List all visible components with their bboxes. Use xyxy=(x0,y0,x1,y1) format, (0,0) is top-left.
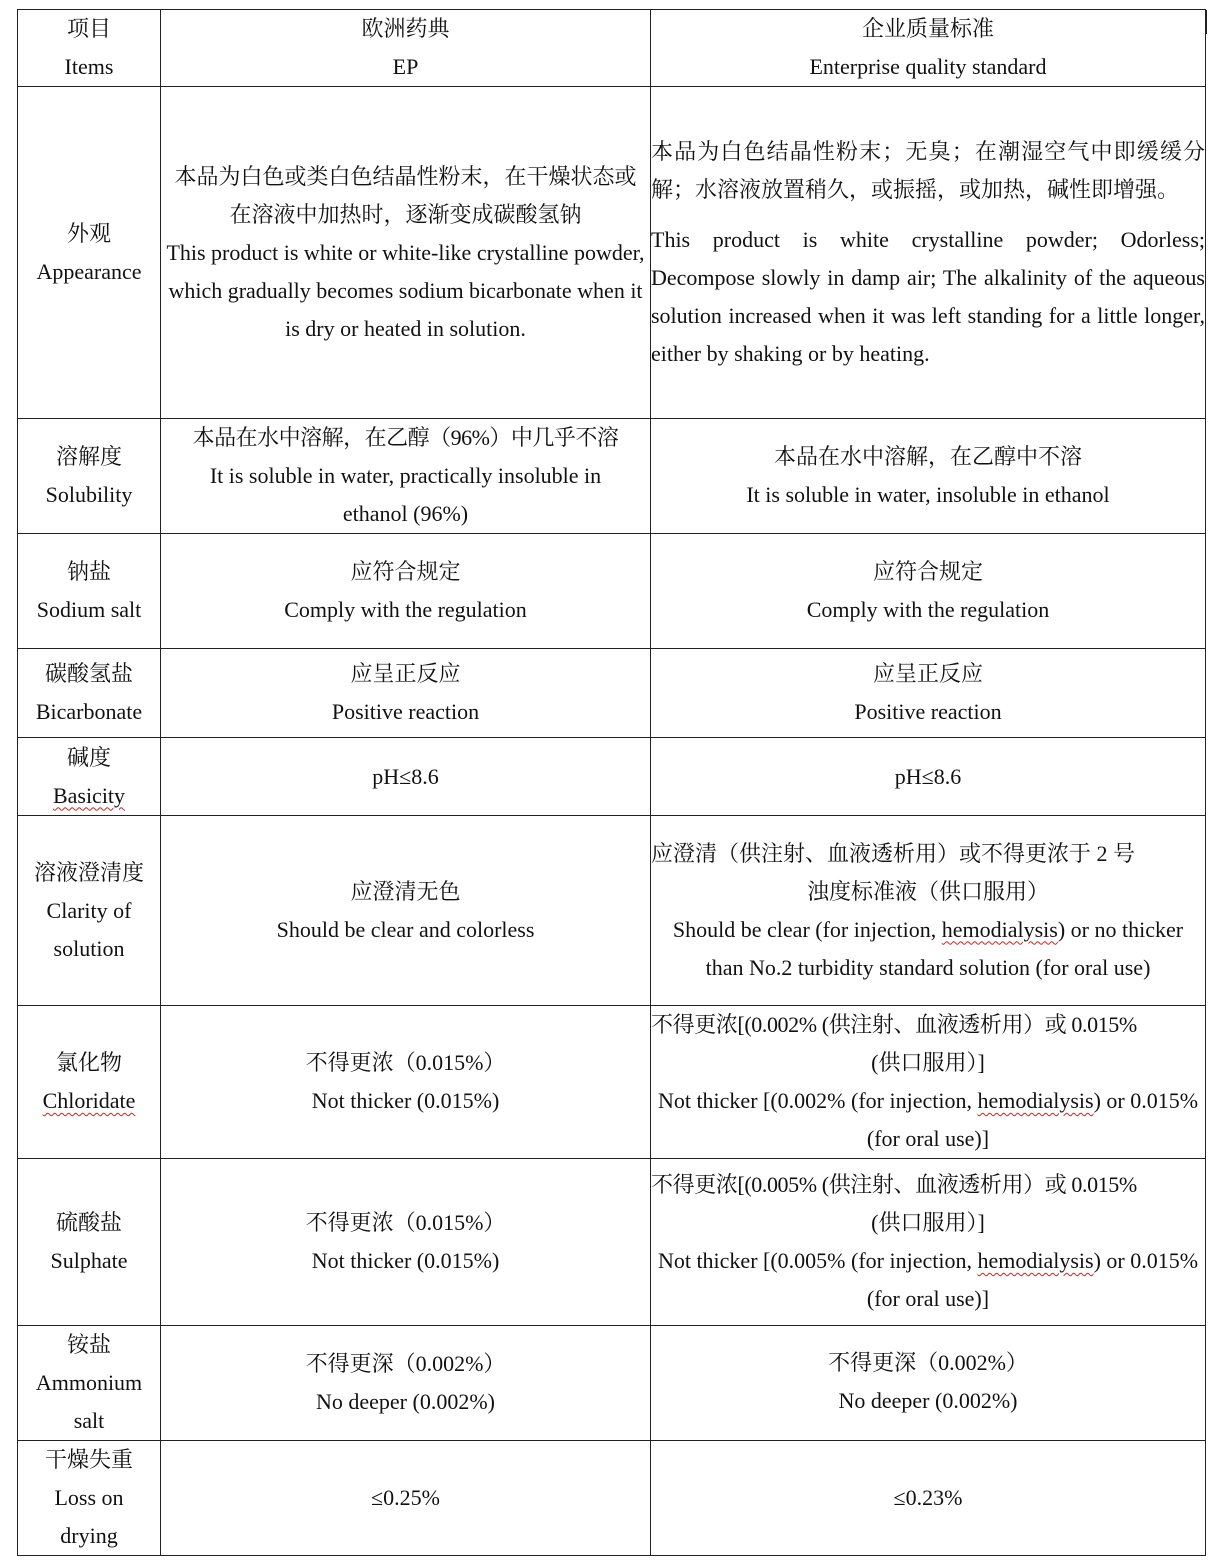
enterprise-en-part-1: Not thicker [(0.005% (for injection, xyxy=(657,1248,978,1273)
ep-en: Not thicker (0.015%) xyxy=(311,1248,500,1273)
enterprise-zh: 本品为白色结晶性粉末；无臭；在潮湿空气中即缓缓分解；水溶液放置稍久，或振摇，或加热，碱性即增强。 xyxy=(651,138,1205,202)
header-items xyxy=(18,10,161,87)
enterprise-cell xyxy=(651,534,1206,649)
ep-zh: 本品为白色或类白色结晶性粉末，在干燥状态或在溶液中加热时，逐渐变成碳酸氢钠 xyxy=(174,163,637,227)
ep-cell xyxy=(161,1326,651,1441)
table-row-solubility xyxy=(18,419,1206,534)
enterprise-en-term: hemodialysis xyxy=(941,916,1058,942)
table-row-chloridate xyxy=(18,1006,1206,1159)
ep-cell xyxy=(161,816,651,1006)
ep-cell xyxy=(161,87,651,419)
item-en-2: drying xyxy=(60,1523,118,1548)
ep-cell xyxy=(161,649,651,738)
table-row-clarity xyxy=(18,816,1206,1006)
item-zh: 硫酸盐 xyxy=(55,1210,122,1235)
enterprise-en xyxy=(651,1242,1205,1318)
ep-en: Positive reaction xyxy=(331,699,480,724)
item-en: Bicarbonate xyxy=(35,699,143,724)
table-row-basicity xyxy=(18,738,1206,816)
ep-en: Should be clear and colorless xyxy=(276,916,535,942)
enterprise-zh-1: 不得更浓[(0.005% (供注射、血液透析用）或 0.015% xyxy=(651,1172,1137,1197)
enterprise-zh-2: (供口服用）] xyxy=(871,1050,985,1075)
item-cell xyxy=(18,738,161,816)
item-zh: 溶液澄清度 xyxy=(33,859,144,885)
enterprise-zh-1: 应澄清（供注射、血液透析用）或不得更浓于 2 号 xyxy=(651,840,1136,866)
header-enterprise-zh: 企业质量标准 xyxy=(861,16,994,41)
enterprise-zh: 应呈正反应 xyxy=(872,661,983,686)
item-zh: 钠盐 xyxy=(66,559,111,584)
table-row-sulphate xyxy=(18,1159,1206,1326)
table-row-bicarbonate xyxy=(18,649,1206,738)
item-en-2: salt xyxy=(73,1408,105,1433)
item-zh: 氯化物 xyxy=(55,1050,122,1075)
header-ep xyxy=(161,10,651,87)
item-en: Basicity xyxy=(52,782,126,808)
ep-cell xyxy=(161,1159,651,1326)
ep-zh: 不得更浓（0.015%） xyxy=(305,1050,506,1075)
enterprise-en xyxy=(651,911,1205,987)
header-ep-en: EP xyxy=(392,54,419,79)
header-items-en: Items xyxy=(64,54,114,79)
enterprise-en: No deeper (0.002%) xyxy=(838,1388,1018,1413)
item-zh: 碳酸氢盐 xyxy=(44,661,133,686)
item-cell xyxy=(18,1441,161,1556)
ep-cell xyxy=(161,534,651,649)
enterprise-en-part-2: ) or 0.015% (for oral use)] xyxy=(866,1088,1199,1151)
ep-value: pH≤8.6 xyxy=(372,763,439,789)
item-zh: 铵盐 xyxy=(66,1332,111,1357)
enterprise-cell xyxy=(651,816,1206,1006)
enterprise-en xyxy=(651,1082,1205,1158)
table-row-ammonium xyxy=(18,1326,1206,1441)
item-en: Sulphate xyxy=(50,1248,128,1273)
ep-en: This product is white or white-like crystalline powder, which gradually becomes sodium bicarbonate when it is dry or heated in solution. xyxy=(166,239,645,341)
enterprise-en: Comply with the regulation xyxy=(806,597,1050,622)
enterprise-en: Positive reaction xyxy=(854,699,1002,724)
ep-zh: 不得更浓（0.015%） xyxy=(305,1210,506,1235)
header-enterprise-en: Enterprise quality standard xyxy=(809,54,1047,79)
table-header-row xyxy=(18,10,1206,87)
item-cell xyxy=(18,534,161,649)
enterprise-zh-1: 不得更浓[(0.002% (供注射、血液透析用）或 0.015% xyxy=(651,1012,1137,1037)
enterprise-cell xyxy=(651,1441,1206,1556)
ep-zh: 本品在水中溶解，在乙醇（96%）中几乎不溶 xyxy=(192,425,619,450)
item-cell xyxy=(18,649,161,738)
ep-value: ≤0.25% xyxy=(371,1485,440,1510)
enterprise-en: This product is white crystalline powder; Odorless; Decompose slowly in damp air; The alkalinity of the aqueous solution increased when it was left standing for a little longer, either by shaking or by heating. xyxy=(651,226,1205,366)
ep-cell xyxy=(161,1006,651,1159)
item-cell xyxy=(18,1159,161,1326)
enterprise-en: It is soluble in water, insoluble in ethanol xyxy=(746,482,1110,507)
enterprise-cell xyxy=(651,1326,1206,1441)
item-zh: 干燥失重 xyxy=(44,1447,133,1472)
item-zh: 外观 xyxy=(66,220,111,246)
enterprise-en-part-2: ) or no thicker than No.2 turbidity standard solution (for oral use) xyxy=(705,916,1184,980)
item-cell xyxy=(18,816,161,1006)
ep-en: Comply with the regulation xyxy=(284,597,527,622)
ep-zh: 应澄清无色 xyxy=(350,878,461,904)
table-row-appearance xyxy=(18,87,1206,419)
table-row-loss-on-drying xyxy=(18,1441,1206,1556)
enterprise-en-part-1: Should be clear (for injection, xyxy=(672,916,942,942)
enterprise-cell xyxy=(651,87,1206,419)
ep-zh: 应呈正反应 xyxy=(350,661,461,686)
item-zh: 溶解度 xyxy=(55,444,122,469)
item-cell xyxy=(18,1006,161,1159)
enterprise-cell xyxy=(651,419,1206,534)
ep-cell xyxy=(161,419,651,534)
enterprise-zh: 本品在水中溶解，在乙醇中不溶 xyxy=(773,444,1082,469)
table-row-sodium-salt xyxy=(18,534,1206,649)
enterprise-en-term: hemodialysis xyxy=(977,1248,1094,1273)
enterprise-en-part-2: ) or 0.015% (for oral use)] xyxy=(866,1248,1199,1311)
ep-cell xyxy=(161,1441,651,1556)
enterprise-zh-2: 浊度标准液（供口服用） xyxy=(806,878,1049,904)
ep-cell xyxy=(161,738,651,816)
ep-zh: 应符合规定 xyxy=(350,559,461,584)
enterprise-value: ≤0.23% xyxy=(893,1485,963,1510)
item-en: Chloridate xyxy=(42,1088,136,1113)
enterprise-en-part-1: Not thicker [(0.002% (for injection, xyxy=(657,1088,978,1113)
item-en: Sodium salt xyxy=(36,597,142,622)
header-enterprise xyxy=(651,10,1206,87)
specification-table xyxy=(17,9,1206,1556)
ep-en: Not thicker (0.015%) xyxy=(311,1088,500,1113)
enterprise-cell xyxy=(651,649,1206,738)
enterprise-value: pH≤8.6 xyxy=(894,763,962,789)
item-en: Appearance xyxy=(36,258,142,284)
enterprise-zh: 不得更深（0.002%） xyxy=(828,1350,1028,1375)
enterprise-en-term: hemodialysis xyxy=(977,1088,1094,1113)
enterprise-cell xyxy=(651,738,1206,816)
item-cell xyxy=(18,1326,161,1441)
ep-zh: 不得更深（0.002%） xyxy=(305,1351,506,1376)
ep-en: No deeper (0.002%) xyxy=(316,1389,495,1414)
header-ep-zh: 欧洲药典 xyxy=(361,16,450,41)
ep-en: It is soluble in water, practically insoluble in ethanol (96%) xyxy=(209,463,602,526)
item-en: Solubility xyxy=(45,482,133,507)
item-en-1: Loss on xyxy=(54,1485,124,1510)
item-zh: 碱度 xyxy=(66,744,111,770)
item-en-1: Ammonium xyxy=(35,1370,143,1395)
item-en-2: solution xyxy=(53,935,125,961)
enterprise-zh-2: (供口服用）] xyxy=(871,1210,985,1235)
item-cell xyxy=(18,87,161,419)
header-items-zh: 项目 xyxy=(66,16,111,41)
item-en-1: Clarity of xyxy=(46,897,132,923)
enterprise-cell xyxy=(651,1159,1206,1326)
item-cell xyxy=(18,419,161,534)
enterprise-zh: 应符合规定 xyxy=(872,559,983,584)
enterprise-cell xyxy=(651,1006,1206,1159)
